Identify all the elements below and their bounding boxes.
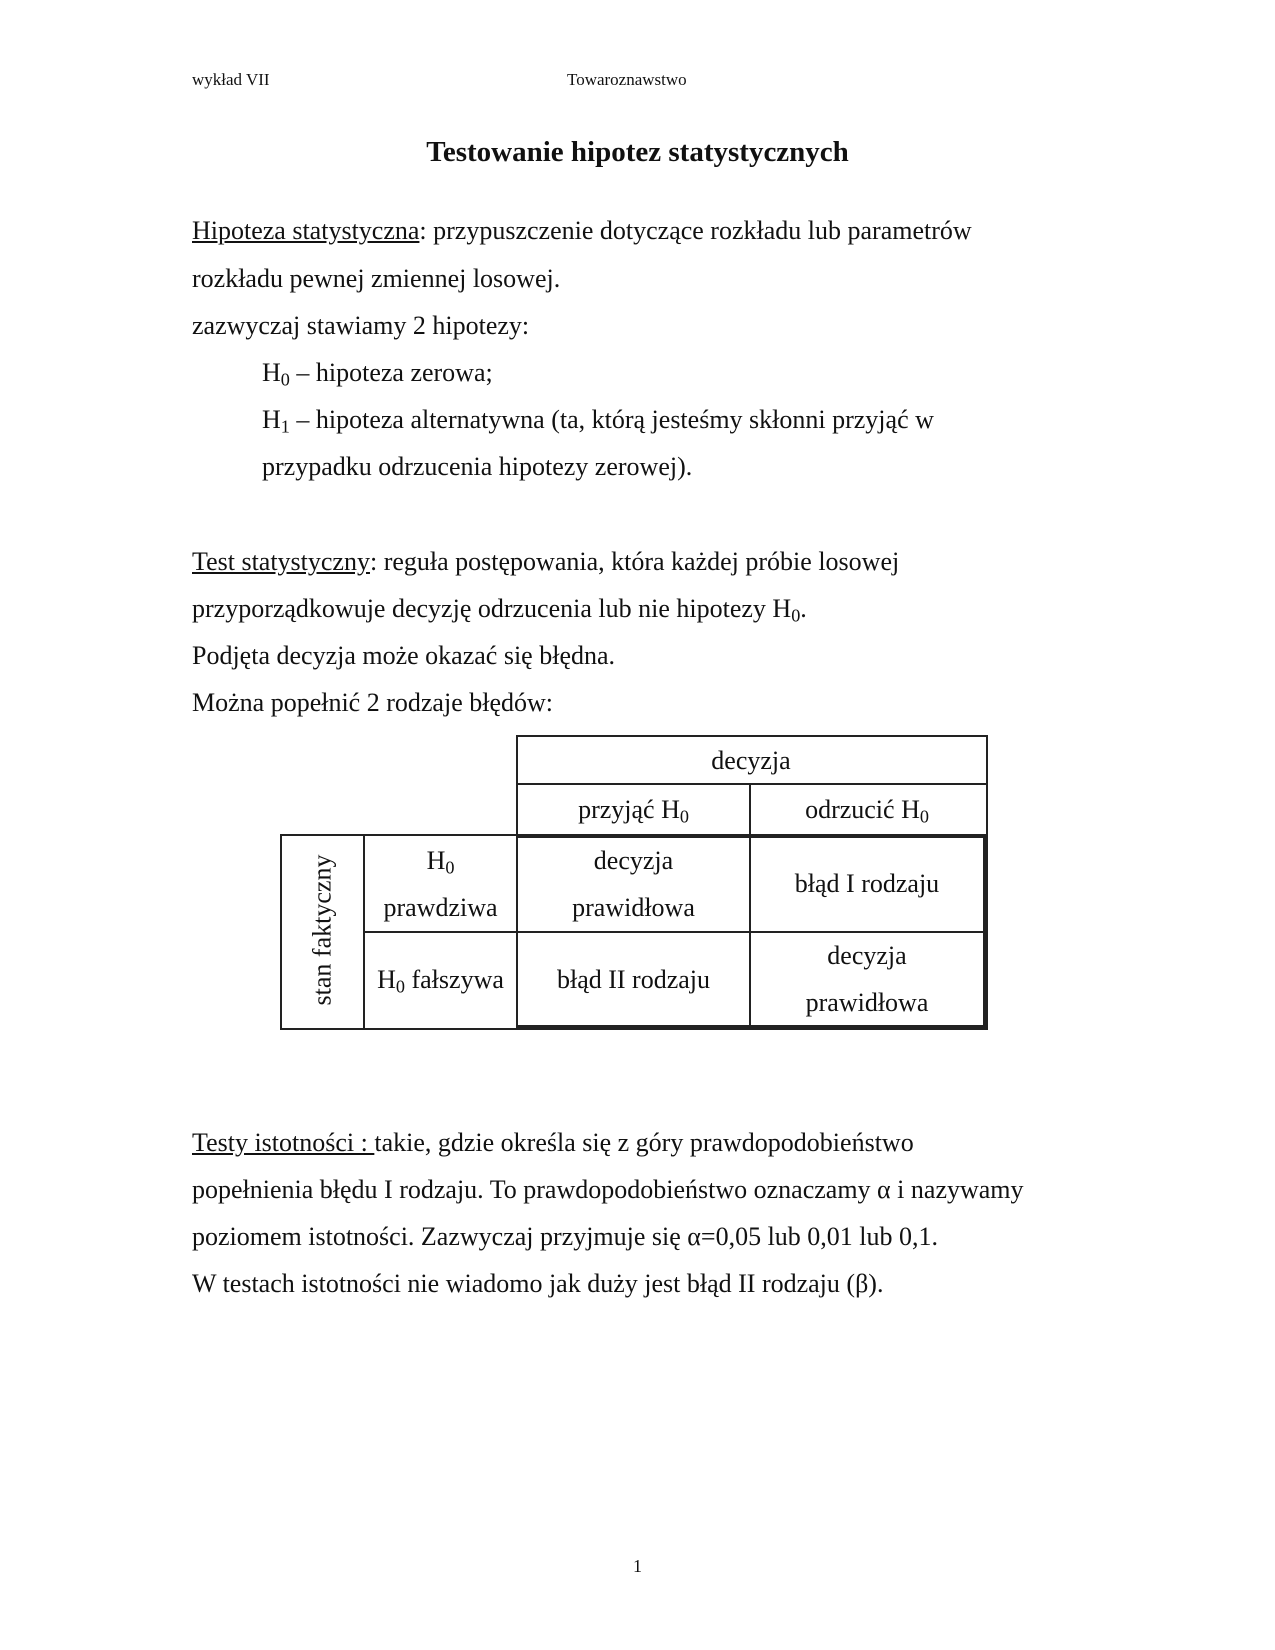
hypothesis-definition-line1: Hipoteza statystyczna: przypuszczenie dotyczące rozkładu lub parametrów [192,216,972,245]
hypotheses-intro: zazwyczaj stawiamy 2 hipotezy: [192,311,530,340]
reject-h0-header: odrzucić $H_0$ [805,795,929,827]
type-ii-error-cell: błąd II rodzaju [556,964,711,994]
h1-definition-line2: przypadku odrzucenia hipotezy zerowej). [262,452,693,481]
test-term: Test statystyczny [192,547,370,576]
significance-tests-line1: Testy istotności : takie, gdzie określa się z góry prawdopodobieństwo [192,1128,914,1157]
significance-tests-line4: W testach istotności nie wiadomo jak duży jest błąd II rodzaju (β). [192,1269,884,1298]
significance-tests-line2: popełnienia błędu I rodzaju. To prawdopodobieństwo oznaczamy α i nazywamy [192,1175,1024,1204]
hypothesis-definition-line2: rozkładu pewnej zmiennej losowej. [192,264,561,293]
h0-definition: $H_0$ – hipoteza zerowa; [262,358,493,390]
significance-tests-term: Testy istotności : [192,1128,375,1157]
test-definition-line1: Test statystyczny: reguła postępowania, która każdej próbie losowej [192,547,900,576]
correct-decision-cell-2: decyzja prawidłowa [805,941,929,1017]
page-number: 1 [633,1556,642,1576]
significance-tests-line3: poziomem istotności. Zazwyczaj przyjmuje się α=0,05 lub 0,01 lub 0,1. [192,1222,939,1251]
page-title: Testowanie hipotez statystycznych [426,136,849,168]
h0-true-label: $H_0$ prawdziwa [383,845,498,922]
h1-definition-line1: $H_1$ – hipoteza alternatywna (ta, którą jesteśmy skłonni przyjąć w [262,405,934,437]
decision-error-note: Podjęta decyzja może okazać się błędna. [192,641,616,670]
error-types-intro: Można popełnić 2 rodzaje błędów: [192,688,553,717]
hypothesis-term: Hipoteza statystyczna [192,216,420,245]
decision-header: decyzja [711,745,791,775]
correct-decision-cell: decyzja prawidłowa [572,845,695,922]
header-center: Towaroznawstwo [567,70,687,89]
header-left: wykład VII [192,70,270,89]
accept-h0-header: przyjąć $H_0$ [578,795,689,827]
actual-state-label: stan faktyczny [307,854,337,1006]
test-definition-line2: przyporządkowuje decyzję odrzucenia lub nie hipotezy $H_0$. [192,594,807,626]
type-i-error-cell: błąd I rodzaju [794,869,940,898]
h0-false-label: $H_0$ fałszywa [377,964,504,997]
